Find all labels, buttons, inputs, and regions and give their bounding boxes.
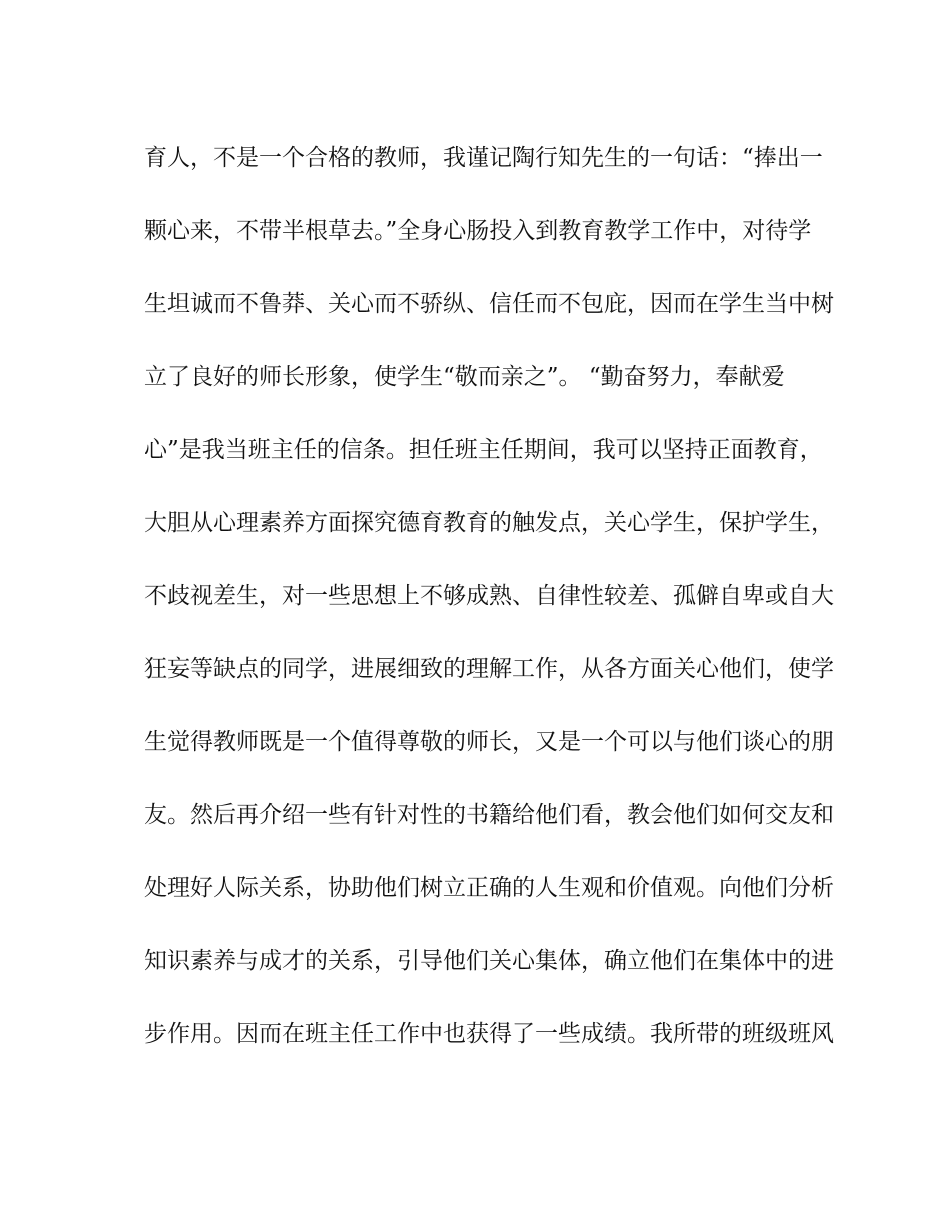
text-line: 知识素养与成才的关系，引导他们关心集体，确立他们在集体中的进 (144, 948, 834, 974)
text-line: 颗心来，不带半根草去。”全身心肠投入到教育教学工作中，对待学 (144, 218, 812, 244)
text-line: 心”是我当班主任的信条。担任班主任期间，我可以坚持正面教育， (144, 437, 823, 463)
text-line: 不歧视差生，对一些思想上不够成熟、自律性较差、孤僻自卑或自大 (144, 583, 834, 609)
text-line: 友。然后再介绍一些有针对性的书籍给他们看，教会他们如何交友和 (144, 802, 834, 828)
text-line: 大胆从心理素养方面探究德育教育的触发点，关心学生，保护学生， (144, 510, 834, 536)
text-line: 狂妄等缺点的同学，进展细致的理解工作，从各方面关心他们，使学 (144, 656, 834, 682)
text-line: 生坦诚而不鲁莽、关心而不骄纵、信任而不包庇，因而在学生当中树 (144, 291, 834, 317)
text-line: 步作用。因而在班主任工作中也获得了一些成绩。我所带的班级班风 (144, 1021, 834, 1047)
text-line: 立了良好的师长形象，使学生“敬而亲之”。 “勤奋努力，奉献爱 (144, 364, 785, 390)
body-text (144, 135, 834, 1084)
text-line: 生觉得教师既是一个值得尊敬的师长，又是一个可以与他们谈心的朋 (144, 729, 834, 755)
text-line: 育人，不是一个合格的教师，我谨记陶行知先生的一句话：“捧出一 (144, 145, 823, 171)
text-line: 处理好人际关系，协助他们树立正确的人生观和价值观。向他们分析 (144, 875, 834, 901)
